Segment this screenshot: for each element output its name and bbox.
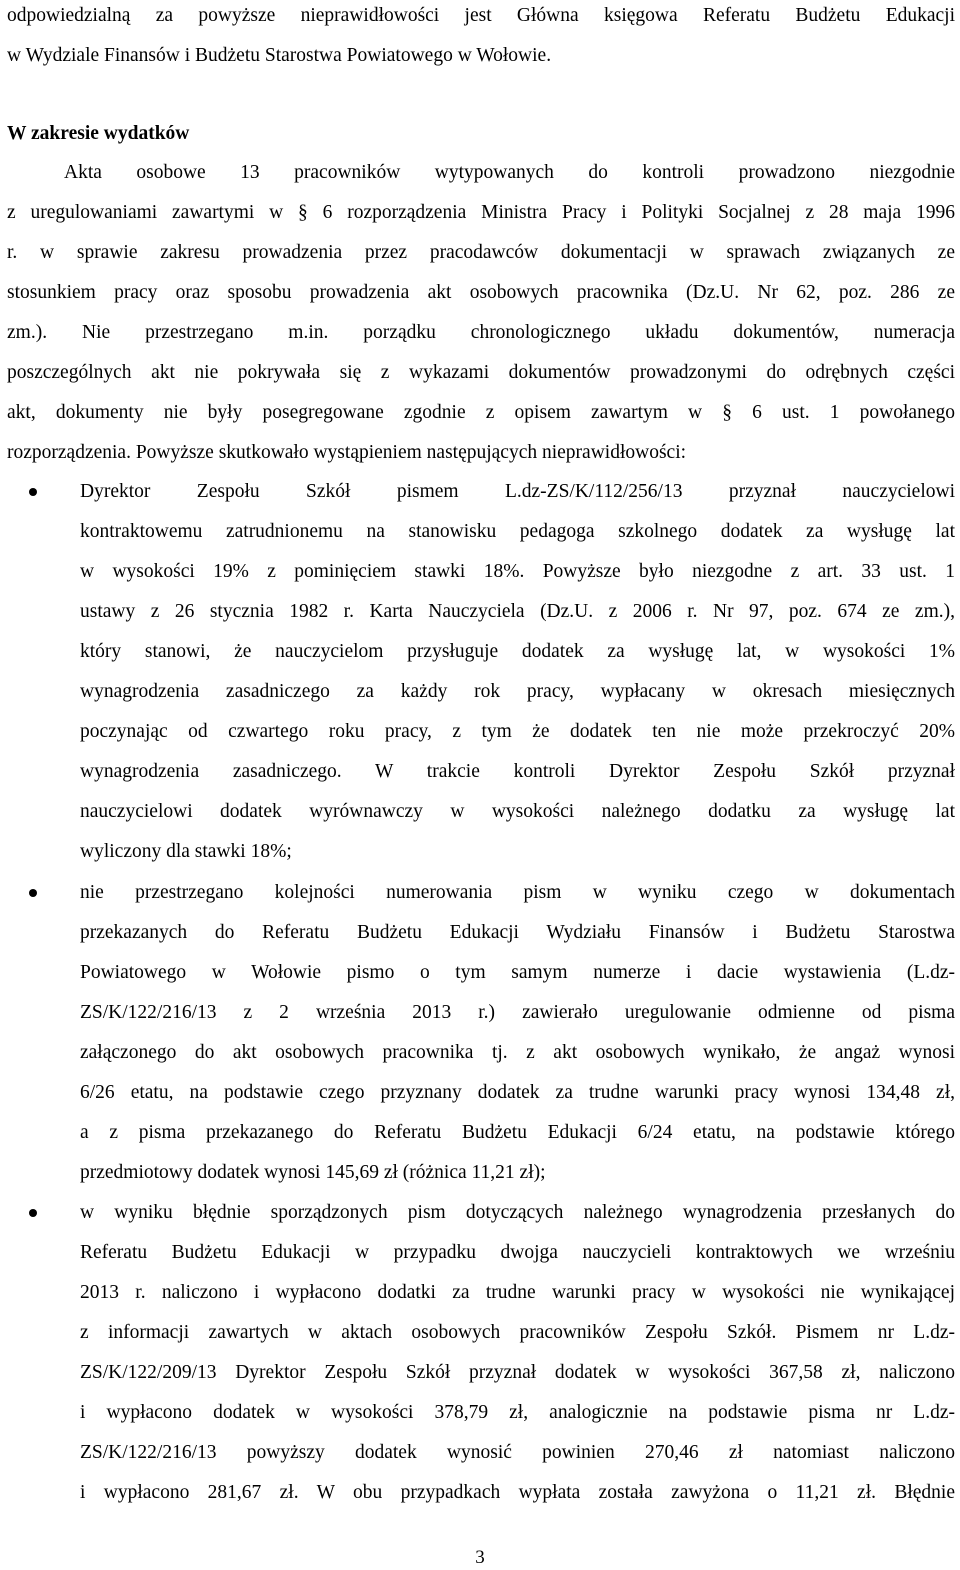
- list-item-line: wynagrodzenia zasadniczego za każdy rok pracy, wypłacany w okresach miesięcznych: [80, 681, 955, 702]
- list-item-line: wyliczony dla stawki 18%;: [80, 841, 292, 862]
- bullet-icon: [29, 488, 37, 496]
- list-item-line: 6/26 etatu, na podstawie czego przyznany dodatek za trudne warunki pracy wynosi 134,48 zł,: [80, 1082, 955, 1103]
- intro-line: w Wydziale Finansów i Budżetu Starostwa Powiatowego w Wołowie.: [7, 45, 552, 66]
- list-item-line: poczynając od czwartego roku pracy, z tym że dodatek ten nie może przekroczyć 20%: [80, 721, 955, 742]
- paragraph-line: r. w sprawie zakresu prowadzenia przez pracodawców dokumentacji w sprawach związanych ze: [7, 242, 955, 263]
- list-item-line: Referatu Budżetu Edukacji w przypadku dwojga nauczycieli kontraktowych we wrześniu: [80, 1242, 955, 1263]
- list-item-line: Powiatowego w Wołowie pismo o tym samym numerze i dacie wystawienia (L.dz-: [80, 962, 955, 983]
- page-number: 3: [475, 1547, 485, 1568]
- list-item-line: a z pisma przekazanego do Referatu Budżetu Edukacji 6/24 etatu, na podstawie którego: [80, 1122, 955, 1143]
- intro-line: odpowiedzialną za powyższe nieprawidłowości jest Główna księgowa Referatu Budżetu Edukacji: [7, 5, 955, 26]
- list-item-line: i wypłacono dodatek w wysokości 378,79 zł, analogicznie na podstawie pisma nr L.dz-: [80, 1402, 955, 1423]
- list-item-line: nauczycielowi dodatek wyrównawczy w wysokości należnego dodatku za wysługę lat: [80, 801, 955, 822]
- paragraph-line: z uregulowaniami zawartymi w § 6 rozporządzenia Ministra Pracy i Polityki Socjalnej z 28 maja 1996: [7, 202, 955, 223]
- bullet-icon: [29, 889, 37, 897]
- list-item-line: który stanowi, że nauczycielom przysługuje dodatek za wysługę lat, w wysokości 1%: [80, 641, 955, 662]
- list-item-line: i wypłacono 281,67 zł. W obu przypadkach wypłata została zawyżona o 11,21 zł. Błędnie: [80, 1482, 955, 1503]
- list-item-line: załączonego do akt osobowych pracownika tj. z akt osobowych wynikało, że angaż wynosi: [80, 1042, 955, 1063]
- paragraph-line: stosunkiem pracy oraz sposobu prowadzenia akt osobowych pracownika (Dz.U. Nr 62, poz. 286 ze: [7, 282, 955, 303]
- paragraph-line: Akta osobowe 13 pracowników wytypowanych do kontroli prowadzono niezgodnie: [64, 162, 955, 183]
- paragraph-line: rozporządzenia. Powyższe skutkowało wystąpieniem następujących nieprawidłowości:: [7, 442, 687, 463]
- section-heading: W zakresie wydatków: [7, 123, 190, 144]
- paragraph-line: zm.). Nie przestrzegano m.in. porządku chronologicznego układu dokumentów, numeracja: [7, 322, 955, 343]
- paragraph-line: poszczególnych akt nie pokrywała się z wykazami dokumentów prowadzonymi do odrębnych części: [7, 362, 955, 383]
- list-item-line: przedmiotowy dodatek wynosi 145,69 zł (różnica 11,21 zł);: [80, 1162, 546, 1183]
- list-item-line: ZS/K/122/216/13 z 2 września 2013 r.) zawierało uregulowanie odmienne od pisma: [80, 1002, 955, 1023]
- list-item-line: wynagrodzenia zasadniczego. W trakcie kontroli Dyrektor Zespołu Szkół przyznał: [80, 761, 955, 782]
- list-item-line: 2013 r. naliczono i wypłacono dodatki za trudne warunki pracy w wysokości nie wynikającej: [80, 1282, 955, 1303]
- list-item-line: z informacji zawartych w aktach osobowych pracowników Zespołu Szkół. Pismem nr L.dz-: [80, 1322, 955, 1343]
- list-item-line: przekazanych do Referatu Budżetu Edukacji Wydziału Finansów i Budżetu Starostwa: [80, 922, 955, 943]
- bullet-icon: [29, 1209, 37, 1217]
- list-item-line: ustawy z 26 stycznia 1982 r. Karta Nauczyciela (Dz.U. z 2006 r. Nr 97, poz. 674 ze zm.),: [80, 601, 955, 622]
- list-item-line: kontraktowemu zatrudnionemu na stanowisku pedagoga szkolnego dodatek za wysługę lat: [80, 521, 955, 542]
- list-item-line: w wysokości 19% z pominięciem stawki 18%. Powyższe było niezgodne z art. 33 ust. 1: [80, 561, 955, 582]
- list-item-line: ZS/K/122/209/13 Dyrektor Zespołu Szkół przyznał dodatek w wysokości 367,58 zł, naliczono: [80, 1362, 955, 1383]
- list-item-line: ZS/K/122/216/13 powyższy dodatek wynosić powinien 270,46 zł natomiast naliczono: [80, 1442, 955, 1463]
- paragraph-line: akt, dokumenty nie były posegregowane zgodnie z opisem zawartym w § 6 ust. 1 powołanego: [7, 402, 955, 423]
- list-item-line: Dyrektor Zespołu Szkół pismem L.dz-ZS/K/112/256/13 przyznał nauczycielowi: [80, 481, 955, 502]
- list-item-line: nie przestrzegano kolejności numerowania pism w wyniku czego w dokumentach: [80, 882, 955, 903]
- list-item-line: w wyniku błędnie sporządzonych pism dotyczących należnego wynagrodzenia przesłanych do: [80, 1202, 955, 1223]
